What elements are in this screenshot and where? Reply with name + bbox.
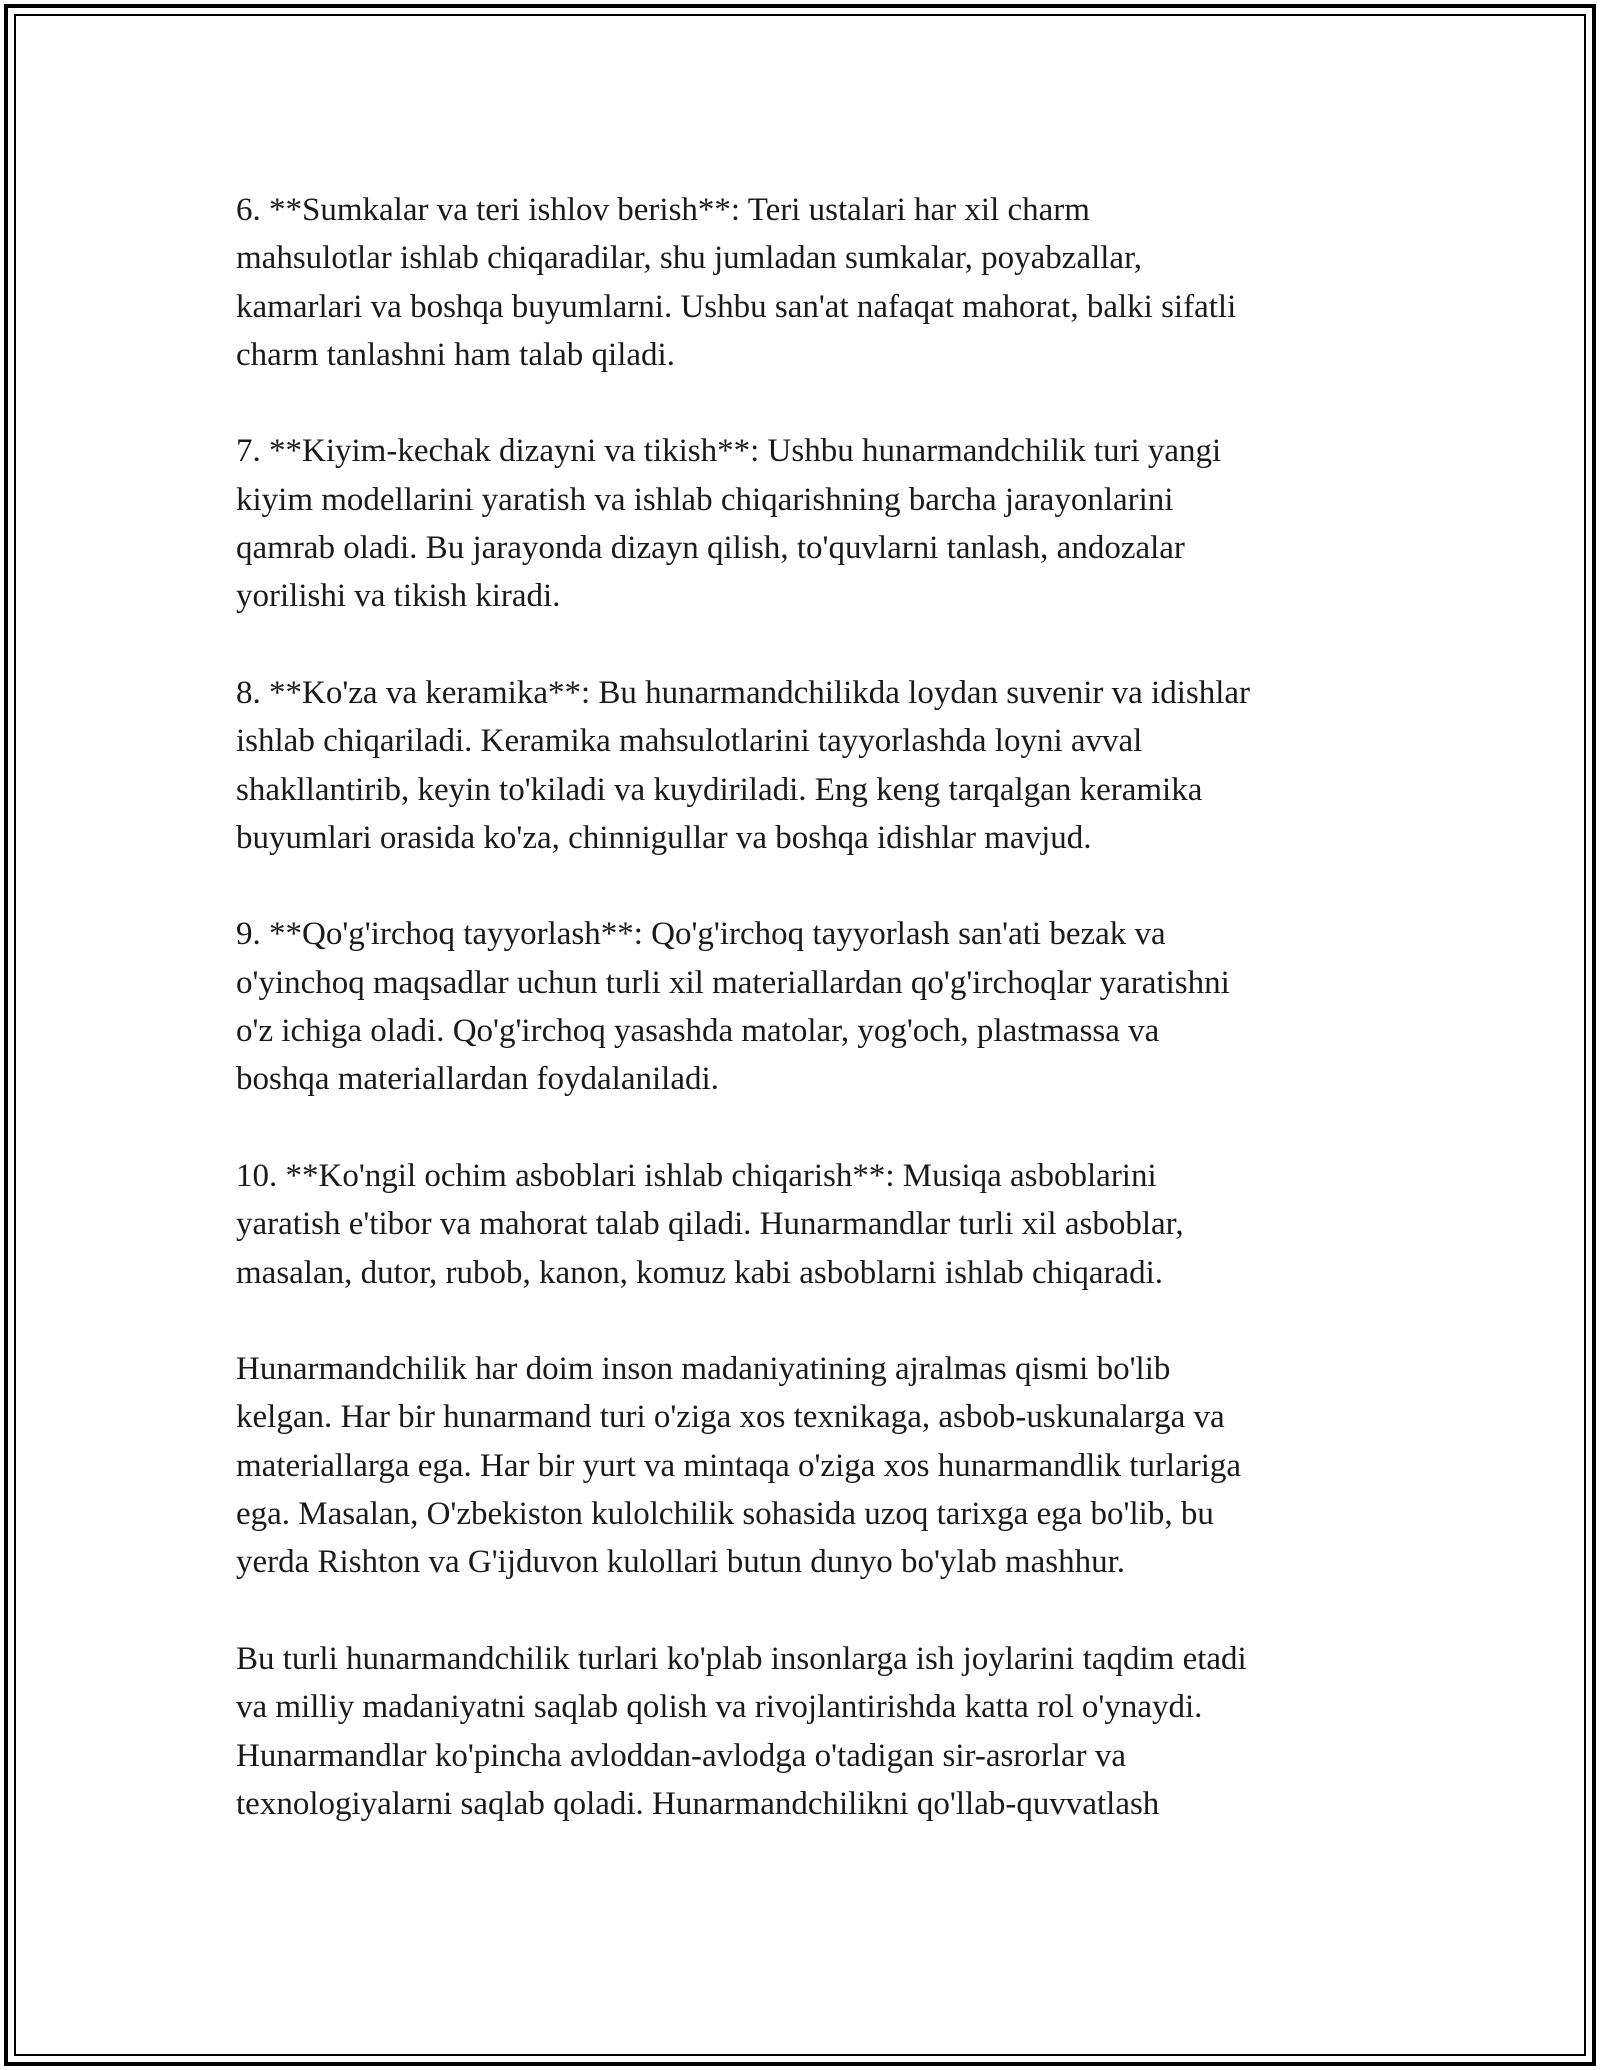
paragraph-item-9: 9. **Qo'g'irchoq tayyorlash**: Qo'g'irchoq tayyorlash san'ati bezak va o'yinchoq maqsadlar uchun turli xil materiallardan qo'g'irchoqlar yaratishni o'z ichiga oladi. Qo'g'irchoq yasashda matolar, yog'och, plastmassa va boshqa materiallardan foydalaniladi. — [236, 916, 1230, 1098]
paragraph-item-10: 10. **Ko'ngil ochim asboblari ishlab chiqarish**: Musiqa asboblarini yaratish e'tibor va mahorat talab qiladi. Hunarmandlar turli xil asboblar, masalan, dutor, rubob, kanon, komuz kabi asboblarni ishlab chiqaradi. — [236, 1157, 1184, 1291]
document-body — [236, 186, 1386, 1876]
paragraph-item-8: 8. **Ko'za va keramika**: Bu hunarmandchilikda loydan suvenir va idishlar ishlab chiqariladi. Keramika mahsulotlarini tayyorlashda loyni avval shakllantirib, keyin to'kiladi va kuydiriladi. Eng keng tarqalgan keramika buyumlari orasida ko'za, chinnigullar va boshqa idishlar mavjud. — [236, 674, 1251, 856]
paragraph-summary: Hunarmandchilik har doim inson madaniyatining ajralmas qismi bo'lib kelgan. Har bir hunarmand turi o'ziga xos texnikaga, asbob-uskunalarga va materiallarga ega. Har bir yurt va mintaqa o'ziga xos hunarmandlik turlariga ega. Masalan, O'zbekiston kulolchilik sohasida uzoq tarixga ega bo'lib, bu yerda Rishton va G'ijduvon kulollari butun dunyo bo'ylab mashhur. — [236, 1351, 1242, 1581]
paragraph-conclusion: Bu turli hunarmandchilik turlari ko'plab insonlarga ish joylarini taqdim etadi va milliy madaniyatni saqlab qolish va rivojlantirishda katta rol o'ynaydi. Hunarmandlar ko'pincha avloddan-avlodga o'tadigan sir-asrorlar va texnologiyalarni saqlab qoladi. Hunarmandchilikni qo'llab-quvvatlash — [236, 1640, 1247, 1822]
paragraph-item-6: 6. **Sumkalar va teri ishlov berish**: Teri ustalari har xil charm mahsulotlar ishlab chiqaradilar, shu jumladan sumkalar, poyabzallar, kamarlari va boshqa buyumlarni. Ushbu san'at nafaqat mahorat, balki sifatli charm tanlashni ham talab qiladi. — [236, 192, 1237, 373]
paragraph-item-7: 7. **Kiyim-kechak dizayni va tikish**: Ushbu hunarmandchilik turi yangi kiyim modellarini yaratish va ishlab chiqarishning barcha jarayonlarini qamrab oladi. Bu jarayonda dizayn qilish, to'quvlarni tanlash, andozalar yorilishi va tikish kiradi. — [236, 433, 1222, 615]
